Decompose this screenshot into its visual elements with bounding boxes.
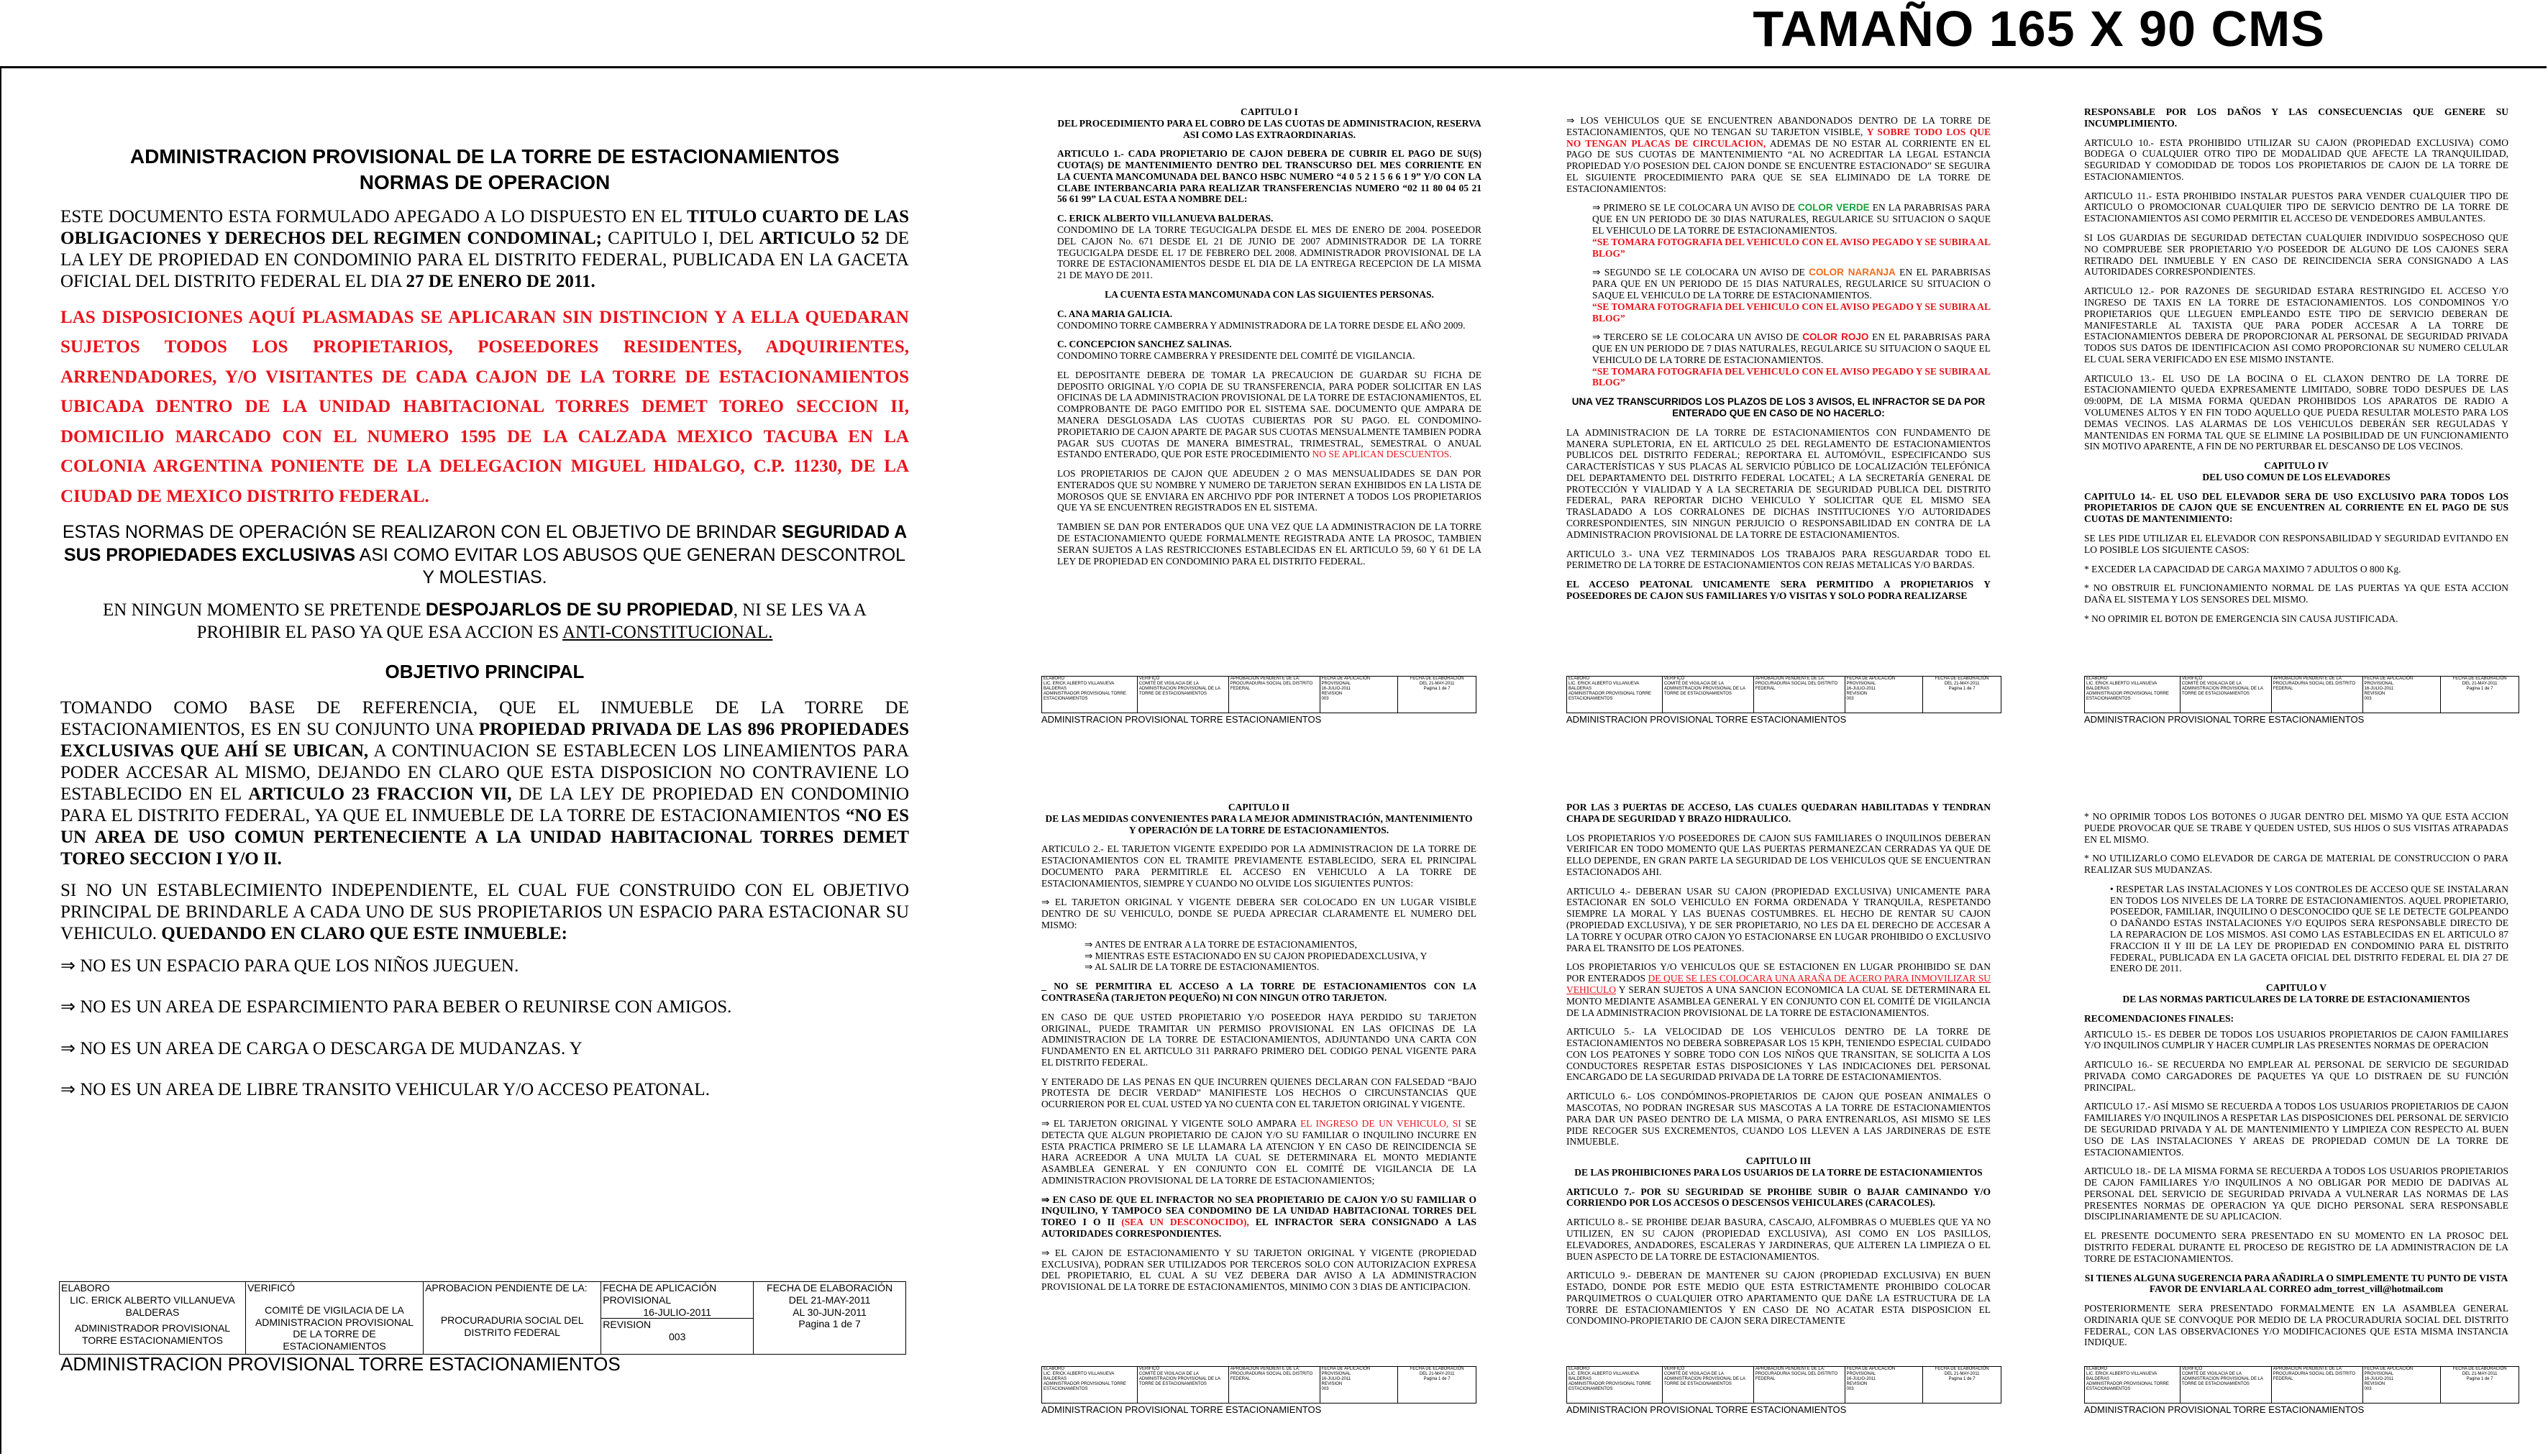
list-item: ⇒ NO ES UN ESPACIO PARA QUE LOS NIÑOS JUEGUEN. bbox=[60, 956, 519, 976]
cosigner-details: CONDOMINO TORRE CAMBERRA Y ADMINISTRADORA DE LA TORRE DESDE EL AÑO 2009. bbox=[1057, 319, 1466, 331]
article-7: ARTICULO 7.- POR SU SEGURIDAD SE PROHIBE SUBIR O BAJAR CAMINANDO Y/O CORRIENDO POR LOS ACCESOS O DESCENSOS VEHICULARES (CARACOLES). bbox=[1566, 1186, 1991, 1209]
article-3: ARTICULO 3.- UNA VEZ TERMINADOS LOS TRABAJOS PARA RESGUARDAR TODO EL PERIMETRO DE LA TORRE DE ESTACIONAMIENTOS CON REJAS METALICAS Y/O BARDAS. bbox=[1566, 548, 1991, 571]
never-paragraph: EN NINGUN MOMENTO SE PRETENDE DESPOJARLOS DE SU PROPIEDAD, NI SE LES VA A PROHIBIR EL PASO YA QUE ESA ACCION ES ANTI-CONSTITUCIONAL. bbox=[103, 600, 867, 643]
continued-paragraph: POR LAS 3 PUERTAS DE ACCESO, LAS CUALES QUEDARAN HABILITADAS Y TENDRAN CHAPA DE SEGURIDAD Y BRAZO HIDRAULICO. bbox=[1566, 802, 1991, 824]
approval-table: ELABORO LIC. ERICK ALBERTO VILLANUEVA BALDERAS ADMINISTRADOR PROVISIONAL TORRE ESTACIONAMIENTOS VERIFICÓ COMITÉ DE VIGILACIA DE LA ADMINISTRACION PROVISIONAL DE LA TORRE DE ESTACIONAMIENTOS APROBACION PENDIENTE DE LA: PROCURADURIA SOCIAL DEL DISTRITO FEDERAL FECHA DE APLICACIÓN PROVISIONAL 16-JULIO-2011 REVISION 003 FECHA DE ELABORACIÓN DEL 21-MAY-2011 Pagina 1 de 7 bbox=[1566, 676, 2001, 713]
administration-paragraph: LA ADMINISTRACION DE LA TORRE DE ESTACIONAMIENTOS CON FUNDAMENTO DE MANERA SUPLETORIA, EN EL ARTICULO 25 DEL REGLAMENTO DE ESTACIONAMIENTOS PUBLICOS DEL DISTRITO FEDERAL; REPORTARA EL AUTOMÓVIL, ESPECIFICANDO SUS CARACTERÍSTICAS Y SUS PLACAS AL SERVICIO PÚBLICO DE LOCALIZACIÓN TELEFÓNICA DEL DEPARTAMENTO DEL DISTRITO FEDERAL LOCATEL; A LA SECRETARÍA GENERAL DE PROTECCIÓN Y VIALIDAD Y A LA SECRETARIA DE SEGURIDAD PUBLICA DEL DISTRITO FEDERAL, PARA REPORTAR DICHO VEHICULO Y SOLICITAR QUE EL MISMO SEA TRASLADADO A LOS CORRALONES DE DICHAS INSTITUCIONES Y/O AUTORIDADES CORRESPONDIENTES, SIN NINGUN PERJUICIO O RESPONSABILIDAD EN CONTRA DE LA ADMINISTRACION PROVISIONAL DE LA TORRE DE ESTACIONAMIENTOS. bbox=[1566, 426, 1991, 540]
chapter-heading: CAPITULO III bbox=[1745, 1155, 1812, 1167]
disposiciones-paragraph: LAS DISPOSICIONES AQUÍ PLASMADAS SE APLICARAN SIN DISTINCION Y A ELLA QUEDARAN SUJETOS TODOS LOS PROPIETARIOS, POSEEDORES RESIDENTES, ADQUIRIENTES, ARRENDADORES, Y/O VISITANTES DE CADA CAJON DE LA TORRE DE ESTACIONAMIENTOS UBICADA DENTRO DE LA UNIDAD HABITACIONAL TORRES DEMET TOREO SECCION II, DOMICILIO MARCADO CON EL NUMERO 1595 DE LA CALZADA MEXICO TACUBA EN LA COLONIA ARGENTINA PONIENTE DE LA DELEGACION MIGUEL HIDALGO, C.P. 11230, DE LA CIUDAD DE MEXICO DISTRITO FEDERAL. bbox=[60, 307, 909, 506]
chapter-heading: CAPITULO IV bbox=[2264, 460, 2329, 472]
article-8: ARTICULO 8.- SE PROHIBE DEJAR BASURA, CASCAJO, ALFOMBRAS O MUEBLES QUE YA NO UTILIZEN, EN SU CAJON (PROPIEDAD EXCLUSIVA), ASI COMO EN LOS PASILLOS, ELEVADORES, ANDADORES, ESCALERAS Y JARDINERAS, QUE ALTEREN LA LIMPIEZA O EL BUEN ASPECTO DE LA TORRE DE ESTACIONAMIENTOS. bbox=[1566, 1217, 1991, 1262]
list-item: ⇒ ANTES DE ENTRAR A LA TORRE DE ESTACIONAMIENTOS, bbox=[1085, 938, 1357, 950]
approval-table: ELABORO LIC. ERICK ALBERTO VILLANUEVA BALDERAS ADMINISTRADOR PROVISIONAL TORRE ESTACIONAMIENTOS VERIFICÓ COMITÉ DE VIGILACIA DE LA ADMINISTRACION PROVISIONAL DE LA TORRE DE ESTACIONAMIENTOS APROBACION PENDIENTE DE LA: PROCURADURIA SOCIAL DEL DISTRITO FEDERAL FECHA DE APLICACIÓN PROVISIONAL 16-JULIO-2011 REVISION 003 FECHA DE ELABORACIÓN DEL 21-MAY-2011 Pagina 1 de 7 bbox=[1566, 1366, 2001, 1404]
size-title: TAMAÑO 165 X 90 CMS bbox=[1753, 1, 2325, 57]
page-3 bbox=[1566, 115, 1991, 674]
elaboro-cell: ELABORO LIC. ERICK ALBERTO VILLANUEVA BALDERAS ADMINISTRADOR PROVISIONAL TORRE ESTACIONAMIENTOS bbox=[60, 1282, 246, 1355]
approval-table: ELABORO LIC. ERICK ALBERTO VILLANUEVA BALDERAS ADMINISTRADOR PROVISIONAL TORRE ESTACIONAMIENTOS VERIFICÓ COMITÉ DE VIGILACIA DE LA ADMINISTRACION PROVISIONAL DE LA TORRE DE ESTACIONAMIENTOS APROBACION PENDIENTE DE LA: PROCURADURIA SOCIAL DEL DISTRITO FEDERAL FECHA DE APLICACIÓN PROVISIONAL 16-JULIO-2011 REVISION 003 FECHA DE ELABORACIÓN DEL 21-MAY-2011 Pagina 1 de 7 bbox=[1041, 676, 1476, 713]
footer-admin-line: ADMINISTRACION PROVISIONAL TORRE ESTACIONAMIENTOS bbox=[2084, 1404, 2365, 1415]
posterior-paragraph: POSTERIORMENTE SERA PRESENTADO FORMALMENTE EN LA ASAMBLEA GENERAL ORDINARIA QUE SE CONVOQUE POR MEDIO DE LA PROCURADURIA SOCIAL DEL DISTRITO FEDERAL, CON LAS OBSERVACIONES Y/O MODIFICACIONES QUE ESTA MISMA INSTANCIA INDIQUE. bbox=[2084, 1303, 2508, 1348]
list-item: ⇒ NO ES UN AREA DE LIBRE TRANSITO VEHICULAR Y/O ACCESO PEATONAL. bbox=[60, 1079, 710, 1099]
article-6: ARTICULO 6.- LOS CONDÓMINOS-PROPIETARIOS DE CAJON QUE POSEAN ANIMALES O MASCOTAS, NO PODRAN INGRESAR SUS MASCOTAS A LA TORRE DE ESTACIONAMIENTOS PARA DAR UN PASEO DENTRO DE LA MISMA, O PARA ENTRENARLOS, ASI MISMO SE LES PIDE RECOGER SUS EXCREMENTOS, CUANDO LOS LLEVEN A LAS JARDINERAS DE ESTE INMUEBLE. bbox=[1566, 1091, 1991, 1148]
chapter-14: CAPITULO 14.- EL USO DEL ELEVADOR SERA DE USO EXCLUSIVO PARA TODOS LOS PROPIETARIOS DE CAJON QUE SE ENCUENTREN AL CORRIENTE EN EL PAGO DE SUS CUOTAS DE MANTENIMIENTO: bbox=[2084, 490, 2508, 525]
cosigner-name: C. ANA MARIA GALICIA. bbox=[1057, 308, 1173, 319]
infractor-paragraph: ⇒ EN CASO DE QUE EL INFRACTOR NO SEA PROPIETARIO DE CAJON Y/O SU FAMILIAR O INQUILINO, Y TAMPOCO SEA CONDOMINO DE LA UNIDAD HABITACIONAL TORRES DEL TOREO I O II (SEA UN DESCONOCIDO), EL INFRACTOR SERA CONSIGNADO A LAS AUTORIDADES CORRESPONDIENTES. bbox=[1041, 1194, 1476, 1239]
list-item: * NO UTILIZARLO COMO ELEVADOR DE CARGA DE MATERIAL DE CONSTRUCCION O PARA REALIZAR SUS MUDANZAS. bbox=[2084, 853, 2508, 876]
footer-admin-line: ADMINISTRACION PROVISIONAL TORRE ESTACIONAMIENTOS bbox=[1566, 714, 1847, 725]
infractor-heading: UNA VEZ TRANSCURRIDOS LOS PLAZOS DE LOS 3 AVISOS, EL INFRACTOR SE DA POR ENTERADO QUE EN CASO DE NO HACERLO: bbox=[1571, 396, 1986, 418]
page-4 bbox=[2084, 106, 2508, 674]
list-item: * NO OBSTRUIR EL FUNCIONAMIENTO NORMAL DE LAS PUERTAS YA QUE ESTA ACCION DAÑA EL SISTEMA Y LOS SENSORES DEL MISMO. bbox=[2084, 582, 2508, 605]
article-17: ARTICULO 17.- ASÍ MISMO SE RECUERDA A TODOS LOS USUARIOS PROPIETARIOS DE CAJON FAMILIARES Y/O INQUILINOS A RESPETAR LAS DISPOSICIONES DEL PERSONAL DE SERVICIO DE SEGURIDAD PRIVADA Y AL DE MANTENIMIENTO Y LIMPIEZA CON RESPECTO AL BUEN USO DE LAS INSTALACIONES Y AREAS DE PROPIEDAD COMUN DE LA TORRE DE ESTACIONAMIENTOS. bbox=[2084, 1101, 2508, 1158]
article-12: ARTICULO 12.- POR RAZONES DE SEGURIDAD ESTARA RESTRINGIDO EL ACCESO Y/O INGRESO DE TAXIS EN LA TORRE DE ESTACIONAMIENTOS. LOS CONDOMINOS Y/O PROPIETARIOS QUE LLEGUEN EMPLEANDO ESTE TIPO DE SERVICIO DEBERAN DE MANIFESTARLE AL TAXISTA QUE PARA PODER ACCESAR A LA TORRE DE ESTACIONAMIENTOS DEBERA DE PROPORCIONAR AL PERSONAL DE SEGURIDAD PRIVADA TODOS SUS DATOS DE IDENTIFICACION ASI COMO PROPORCIONAR SU NUMERO CELULAR EL CUAL SERA VERIFICADO EN ESE MISMO INSTANTE. bbox=[2084, 285, 2508, 365]
list-item: ⇒ AL SALIR DE LA TORRE DE ESTACIONAMIENTOS. bbox=[1085, 961, 1320, 973]
pedestrian-access-paragraph: EL ACCESO PEATONAL UNICAMENTE SERA PERMITIDO A PROPIETARIOS Y POSEEDORES DE CAJON SUS FAMILIARES Y/O VISITAS Y SOLO PODRA REALIZARSE bbox=[1566, 579, 1991, 601]
page-6 bbox=[1566, 802, 1991, 1364]
chapter-subheading: DEL PROCEDIMIENTO PARA EL COBRO DE LAS CUOTAS DE ADMINISTRACION, RESERVA ASI COMO LAS EXTRAORDINARIAS. bbox=[1057, 117, 1481, 140]
document-paragraph: EL PRESENTE DOCUMENTO SERA PRESENTADO EN SU MOMENTO EN LA PROSOC DEL DISTRITO FEDERAL DURANTE EL PROCESO DE REGISTRO DE LA ADMINISTRACION DE LA TORRE DE ESTACIONAMIENTOS. bbox=[2084, 1230, 2508, 1264]
lost-tarjeton-paragraph: EN CASO DE QUE USTED PROPIETARIO Y/O POSEEDOR HAYA PERDIDO SU TARJETON ORIGINAL, PUEDE TRAMITAR UN PERMISO PROVISIONAL EN LAS OFICINAS DE LA ADMINISTRACION DE LA TORRE DE ESTACIONAMIENTOS, ADJUNTANDO UNA CARTA CON FUNDAMENTO EN EL ARTICULO 311 PARRAFO PRIMERO DEL CODIGO PENAL VIGENTE PARA EL DISTRITO FEDERAL. bbox=[1041, 1011, 1476, 1068]
false-declaration-paragraph: Y ENTERADO DE LAS PENAS EN QUE INCURREN QUIENES DECLARAN CON FALSEDAD “BAJO PROTESTA DE DECIR VERDAD” MANIFIESTE LOS HECHOS O CIRCUNSTANCIAS QUE OCURRIERON POR EL CUAL USTED YA NO CUENTA CON EL TARJETON ORIGINAL Y VIGENTE. bbox=[1041, 1076, 1476, 1110]
approval-table bbox=[59, 1281, 906, 1355]
fecha-aplicacion-cell: FECHA DE APLICACIÓN PROVISIONAL 16-JULIO-2011 REVISION 003 bbox=[601, 1282, 754, 1355]
cosigner-details: CONDOMINO TORRE CAMBERRA Y PRESIDENTE DEL COMITÉ DE VIGILANCIA. bbox=[1057, 350, 1415, 362]
page-subtitle: NORMAS DE OPERACION bbox=[359, 171, 611, 194]
chapter-subheading: DE LAS NORMAS PARTICULARES DE LA TORRE DE ESTACIONAMIENTOS bbox=[2122, 993, 2470, 1004]
elevator-use-paragraph: SE LES PIDE UTILIZAR EL ELEVADOR CON RESPONSABILIDAD Y SEGURIDAD EVITANDO EN LO POSIBLE LOS SIGUIENTE CASOS: bbox=[2084, 533, 2508, 555]
purpose-paragraph: ESTAS NORMAS DE OPERACIÓN SE REALIZARON CON EL OBJETIVO DE BRINDAR SEGURIDAD A SUS PROPIEDADES EXCLUSIVAS ASI COMO EVITAR LOS ABUSOS QUE GENERAN DESCONTROL Y MOLESTIAS. bbox=[62, 522, 908, 587]
article-15: ARTICULO 15.- ES DEBER DE TODOS LOS USUARIOS PROPIETARIOS DE CAJON FAMILIARES Y/O INQUILINOS CUMPLIR Y HACER CUMPLIR LAS PRESENTES NORMAS DE OPERACION bbox=[2084, 1028, 2508, 1051]
spider-lock-paragraph: LOS PROPIETARIOS Y/O VEHICULOS QUE SE ESTACIONEN EN LUGAR PROHIBIDO SE DAN POR ENTERADOS DE QUE SE LES COLOCARA UNA ARAÑA DE ACERO PARA INMOVILIZAR SU VEHICULO Y SERAN SUJETOS A UNA SANCION ECONOMICA LA CUAL SE DETERMINARA EL MONTO MEDIANTE ASAMBLEA GENERAL Y EN CONJUNTO CON EL COMITÉ DE VIGILANCIA DE LA ADMINISTRACION PROVISIONAL DE LA TORRE DE ESTACIONAMIENTOS. bbox=[1566, 961, 1991, 1018]
single-vehicle-paragraph: ⇒ EL TARJETON ORIGINAL Y VIGENTE SOLO AMPARA EL INGRESO DE UN VEHICULO, SI SE DETECTA QUE ALGUN PROPIETARIO DE CAJON Y/O SU FAMILIAR O INQUILINO INCURRE EN ESTA PRACTICA PRIMERO SE LE LLAMARA LA ATENCION Y EN CASO DE REINCIDENCIA SE HARA ACREEDOR A UNA MULTA LA CUAL SE DETERMINARA EL MONTO MEDIANTE ASAMBLEA GENERAL Y EN CONJUNTO CON EL COMITÉ DE VIGILANCIA DE LA ADMINISTRACION PROVISIONAL DE LA TORRE DE ESTACIONAMIENTOS; bbox=[1041, 1117, 1476, 1186]
installations-paragraph: • RESPETAR LAS INSTALACIONES Y LOS CONTROLES DE ACCESO QUE SE INSTALARAN EN TODOS LOS NIVELES DE LA TORRE DE ESTACIONAMIENTOS. AQUEL PROPIETARIO, POSEEDOR, FAMILIAR, INQUILINO O DESCONOCIDO QUE SE LE DETECTE GOLPEANDO O DAÑANDO ESTAS INSTALACIONES Y/O EQUIPOS SERA RESPONSABLE DIRECTO DE LA REPARACION DE LOS MISMOS. ASI COMO LAS ESTABLECIDAS EN EL ARTICULO 87 FRACCION II Y III DE LA LEY DE PROPIEDAD EN CONDOMINIO PARA EL DISTRITO FEDERAL, PUBLICADA EN LA GACETA OFICIAL DEL DISTRITO FEDERAL EL DIA 27 DE ENERO DE 2011. bbox=[2110, 883, 2508, 974]
prosoc-paragraph: TAMBIEN SE DAN POR ENTERADOS QUE UNA VEZ QUE LA ADMINISTRACION DE LA TORRE DE ESTACIONAMIENTO QUEDE FORMALMENTE REGISTRADA ANTE LA PROSOC, TAMBIEN SERAN SUJETOS A LAS RESTRICCIONES ESTABLECIDAS EN EL ARTICULO 59, 60 Y 61 DE LA LEY DE PROPIEDAD EN CONDOMINIO PARA EL DISTRITO FEDERAL. bbox=[1057, 521, 1481, 567]
article-18: ARTICULO 18.- DE LA MISMA FORMA SE RECUERDA A TODOS LOS USUARIOS PROPIETARIOS DE CAJON FAMILIARES Y/O INQUILINOS A NO OBLIGAR POR MEDIO DE DADIVAS AL PERSONAL DEL SERVICIO DE SEGURIDAD PRIVADA A VULNERAR LAS NORMAS DE LAS PRESENTES NORMAS DE OPERACION YA QUE DICHO PERSONAL SERA RESPONSABLE DISCIPLINARIAMENTE DE SU APLICACION. bbox=[2084, 1166, 2508, 1222]
account-holder-details: CONDOMINO DE LA TORRE TEGUCIGALPA DESDE EL MES DE ENERO DE 2004. POSEEDOR DEL CAJON No. 671 DESDE EL 21 DE JUNIO DE 2007 ADMINISTRADOR DE LA TORRE TEGUCIGALPA DESDE EL 17 DE FEBRERO DEL 2008. ADMINISTRADOR PROVISIONAL DE LA TORRE DE ESTACIONAMIENTOS DESDE EL DIA DE LA ENTREGA RECEPCION DE LA MISMA 21 DE MAYO DE 2011. bbox=[1057, 224, 1481, 281]
cosigner-name: C. CONCEPCION SANCHEZ SALINAS. bbox=[1057, 339, 1232, 350]
approval-table: ELABORO LIC. ERICK ALBERTO VILLANUEVA BALDERAS ADMINISTRADOR PROVISIONAL TORRE ESTACIONAMIENTOS VERIFICÓ COMITÉ DE VIGILACIA DE LA ADMINISTRACION PROVISIONAL DE LA TORRE DE ESTACIONAMIENTOS APROBACION PENDIENTE DE LA: PROCURADURIA SOCIAL DEL DISTRITO FEDERAL FECHA DE APLICACIÓN PROVISIONAL 16-JULIO-2011 REVISION 003 FECHA DE ELABORACIÓN DEL 21-MAY-2011 Pagina 1 de 7 bbox=[1041, 1366, 1476, 1404]
chapter-subheading: DEL USO COMUN DE LOS ELEVADORES bbox=[2202, 471, 2391, 482]
list-item: ⇒ NO ES UN AREA DE ESPARCIMIENTO PARA BEBER O REUNIRSE CON AMIGOS. bbox=[60, 997, 732, 1017]
fecha-elaboracion-cell: FECHA DE ELABORACIÓN DEL 21-MAY-2011 AL 30-JUN-2011 Pagina 1 de 7 bbox=[754, 1282, 906, 1355]
footer-admin-line: ADMINISTRACION PROVISIONAL TORRE ESTACIONAMIENTOS bbox=[1041, 1404, 1322, 1415]
doors-paragraph: LOS PROPIETARIOS Y/O POSEEDORES DE CAJON SUS FAMILIARES O INQUILINOS DEBERAN VERIFICAR EN TODO MOMENTO QUE LAS PUERTAS PERMANEZCAN CERRADAS YA QUE DE ELLO DEPENDE, EN GRAN PARTE LA SEGURIDAD DE LOS VEHICULOS QUE SE ENCUENTRAN ESTACIONADOS AHI. bbox=[1566, 832, 1991, 877]
tarjeton-paragraph: ⇒ EL TARJETON ORIGINAL Y VIGENTE DEBERA SER COLOCADO EN UN LUGAR VISIBLE DENTRO DE SU VEHICULO, DONDE SE PUEDA APRECIAR CLARAMENTE EL NUMERO DEL MISMO: bbox=[1041, 897, 1476, 931]
debtors-paragraph: LOS PROPIETARIOS DE CAJON QUE ADEUDEN 2 O MAS MENSUALIDADES SE DAN POR ENTERADOS QUE SU NOMBRE Y NUMERO DE TARJETON SERAN EXHIBIDOS EN LA LISTA DE MOROSOS QUE SE ENVIARA EN ARCHIVO PDF POR INTERNET A TODOS LOS PROPIETARIOS QUE YA SE ENCUENTREN REGISTRADOS EN EL SISTEMA. bbox=[1057, 468, 1481, 513]
list-item: * NO OPRIMIR EL BOTON DE EMERGENCIA SIN CAUSA JUSTIFICADA. bbox=[2084, 613, 2398, 624]
continued-paragraph: RESPONSABLE POR LOS DAÑOS Y LAS CONSECUENCIAS QUE GENERE SU INCUMPLIMIENTO. bbox=[2084, 106, 2508, 129]
article-2: ARTICULO 2.- EL TARJETON VIGENTE EXPEDIDO POR LA ADMINISTRACION DE LA TORRE DE ESTACIONAMIENTOS CON EL TRAMITE PREVIAMENTE ESTABLECIDO, SERA EL PRINCIPAL DOCUMENTO PARA PERMITIRLE EL ACCESO EN VEHICULO A LA TORRE DE ESTACIONAMIENTOS, SIEMPRE Y CUANDO NO OLVIDE LOS SIGUIENTES PUNTOS: bbox=[1041, 843, 1476, 889]
page-5 bbox=[1041, 802, 1476, 1364]
footer-admin-line: ADMINISTRACION PROVISIONAL TORRE ESTACIONAMIENTOS bbox=[2084, 714, 2365, 725]
deposit-paragraph: EL DEPOSITANTE DEBERA DE TOMAR LA PRECAUCION DE GUARDAR SU FICHA DE DEPOSITO ORIGINAL Y/O COPIA DE SU TRANSFERENCIA, PARA PODER SOLICITAR EN LAS OFICINAS DE LA ADMINISTRACION PROVISIONAL DE LA TORRE DE ESTACIONAMIENTOS, EL COMPROBANTE DE PAGO EMITIDO POR EL SISTEMA SAE. DOCUMENTO QUE AMPARA DE MANERA DESGLOSADA LAS CUOTAS CUBIERTAS POR SU PAGO. EL CONDOMINO-PROPIETARIO DE CAJON APARTE DE PAGAR SUS CUOTAS MENSUALMENTE TAMBIEN PODRA PAGAR SUS CUOTAS DE MANERA BIMESTRAL, TRIMESTRAL, SEMESTRAL O ANUAL ESTANDO ENTERADO, QUE POR ESTE PROCEDIMIENTO NO SE APLICAN DESCUENTOS. bbox=[1057, 369, 1481, 460]
third-party-paragraph: ⇒ EL CAJON DE ESTACIONAMIENTO Y SU TARJETON ORIGINAL Y VIGENTE (PROPIEDAD EXCLUSIVA), PODRAN SER UTILIZADOS POR TERCEROS SOLO CON AUTORIZACION EXPRESA DEL PROPIETARIO, EL CUAL A SU VEZ DEBERA DAR AVISO A LA ADMINISTRACION PROVISIONAL DE LA TORRE DE ESTACIONAMIENTOS, MINIMO CON 3 DIAS DE ANTICIPACION. bbox=[1041, 1247, 1476, 1293]
article-5: ARTICULO 5.- LA VELOCIDAD DE LOS VEHICULOS DENTRO DE LA TORRE DE ESTACIONAMIENTOS NO DEBERA SOBREPASAR LOS 15 KPH, TENIENDO ESPECIAL CUIDADO CON LOS PEATONES Y SOBRE TODO CON LOS NIÑOS QUE TRANSITAN, SE SOLICITA A LOS CONDUCTORES RESPETAR ESTAS DISPOSICIONES Y LAS INDICACIONES DEL PERSONAL ENCARGADO DE LA SEGURIDAD PRIVADA DE LA TORRE DE ESTACIONAMIENTOS. bbox=[1566, 1026, 1991, 1083]
account-note: LA CUENTA ESTA MANCOMUNADA CON LAS SIGUIENTES PERSONAS. bbox=[1105, 288, 1434, 300]
abandoned-vehicles-paragraph: ⇒ LOS VEHICULOS QUE SE ENCUENTREN ABANDONADOS DENTRO DE LA TORRE DE ESTACIONAMIENTOS, QUE NO TENGAN SU TARJETON VISIBLE, Y SOBRE TODO LOS QUE NO TENGAN PLACAS DE CIRCULACION, ADEMAS DE NO ESTAR AL CORRIENTE EN EL PAGO DE SUS CUOTAS DE MANTENIMIENTO “AL NO ACREDITAR LA LEGAL ESTANCIA PROPIEDAD Y/O POSESION DEL CAJON DONDE SE ENCUENTRE ESTACIONADO” SE SEGUIRA EL SIGUIENTE PROCEDIMIENTO PARA QUE SE SEA ELIMINADO DE LA TORRE DE ESTACIONAMIENTOS: bbox=[1566, 115, 1991, 194]
chapter-heading: CAPITULO V bbox=[2265, 982, 2327, 994]
footer-admin-line: ADMINISTRACION PROVISIONAL TORRE ESTACIONAMIENTOS bbox=[1566, 1404, 1847, 1415]
aprobacion-cell: APROBACION PENDIENTE DE LA: PROCURADURIA SOCIAL DEL DISTRITO FEDERAL bbox=[424, 1282, 601, 1355]
article-1: ARTICULO 1.- CADA PROPIETARIO DE CAJON DEBERA DE CUBRIR EL PAGO DE SU(S) CUOTA(S) DE MANTENIMIENTO DENTRO DEL TRANSCURSO DEL MES CORRIENTE EN LA CUENTA MANCOMUNADA DEL BANCO HSBC NUMERO “4 0 5 2 1 5 6 6 1 9” Y/O CON LA CLABE INTERBANCARIA PARA REALIZAR TRANSFERENCIAS NUMERO “02 11 80 04 05 21 56 61 99” LA CUAL ESTA A NOMBRE DEL: bbox=[1057, 148, 1481, 205]
independent-paragraph: SI NO UN ESTABLECIMIENTO INDEPENDIENTE, EL CUAL FUE CONSTRUIDO CON EL OBJETIVO PRINCIPAL DE BRINDARLE A CADA UNO DE SUS PROPIETARIOS UN ESPACIO PARA ESTACIONAR SU VEHICULO. QUEDANDO EN CLARO QUE ESTE INMUEBLE: bbox=[60, 881, 909, 944]
approval-table: ELABORO LIC. ERICK ALBERTO VILLANUEVA BALDERAS ADMINISTRADOR PROVISIONAL TORRE ESTACIONAMIENTOS VERIFICÓ COMITÉ DE VIGILACIA DE LA ADMINISTRACION PROVISIONAL DE LA TORRE DE ESTACIONAMIENTOS APROBACION PENDIENTE DE LA: PROCURADURIA SOCIAL DEL DISTRITO FEDERAL FECHA DE APLICACIÓN PROVISIONAL 16-JULIO-2011 REVISION 003 FECHA DE ELABORACIÓN DEL 21-MAY-2011 Pagina 1 de 7 bbox=[2084, 676, 2519, 713]
list-item: ⇒ MIENTRAS ESTE ESTACIONADO EN SU CAJON PROPIEDADEXCLUSIVA, Y bbox=[1085, 950, 1428, 961]
objective-paragraph: TOMANDO COMO BASE DE REFERENCIA, QUE EL INMUEBLE DE LA TORRE DE ESTACIONAMIENTOS, ES EN SU CONJUNTO UNA PROPIEDAD PRIVADA DE LAS 896 PROPIEDADES EXCLUSIVAS QUE AHÍ SE UBICAN, A CONTINUACION SE ESTABLECEN LOS LINEAMIENTOS PARA PODER ACCESAR AL MISMO, DEJANDO EN CLARO QUE ESTA DISPOSICION NO CONTRAVIENE LO ESTABLECIDO EN EL ARTICULO 23 FRACCION VII, DE LA LEY DE PROPIEDAD EN CONDOMINIO PARA EL DISTRITO FEDERAL, YA QUE EL INMUEBLE DE LA TORRE DE ESTACIONAMIENTOS “NO ES UN AREA DE USO COMUN PERTENECIENTE A LA UNIDAD HABITACIONAL TORRES DEMET TOREO SECCION I Y/O II. bbox=[60, 698, 909, 869]
second-notice: ⇒ SEGUNDO SE LE COLOCARA UN AVISO DE COLOR NARANJA EN EL PARABRISAS PARA QUE EN UN PERIODO DE 15 DIAS NATURALES, REGULARICE SU SITUACION O SAQUE EL VEHICULO DE LA TORRE DE ESTACIONAMIENTOS. “SE TOMARA FOTOGRAFIA DEL VEHICULO CON EL AVISO PEGADO Y SE SUBIRA AL BLOG” bbox=[1592, 267, 1991, 324]
article-13: ARTICULO 13.- EL USO DE LA BOCINA O EL CLAXON DENTRO DE LA TORRE DE ESTACIONAMIENTO QUEDA EXPRESAMENTE LIMITADO, SOBRE TODO DESPUES DE LAS 09:00PM, DE LA MISMA FORMA QUEDAN PROHIBIDOS LOS APARATOS DE RADIO A VOLUMENES ALTOS Y EN FIN TODO AQUELLO QUE PUEDA RESULTAR MOLESTO PARA LOS DEMAS VECINOS. LAS ALARMAS DE LOS VEHICULOS DEBERÁN SER REGULADAS Y MANTENIDAS EN FORMA TAL QUE SE ELIMINE LA POSIBILIDAD DE UN FUNCIONAMIENTO SIN MOTIVO APARENTE, A FIN DE NO PERTURBAR EL DESCANSO DE LOS VECINOS. bbox=[2084, 372, 2508, 452]
list-item: * NO OPRIMIR TODOS LOS BOTONES O JUGAR DENTRO DEL MISMO YA QUE ESTA ACCION PUEDE PROVOCAR QUE SE TRABE Y QUEDEN USTED, SUS HIJOS O SUS VISITAS ATRAPADAS EN EL MISMO. bbox=[2084, 811, 2508, 845]
final-recommendations-heading: RECOMENDACIONES FINALES: bbox=[2084, 1012, 2234, 1024]
chapter-subheading: DE LAS MEDIDAS CONVENIENTES PARA LA MEJOR ADMINISTRACIÓN, MANTENIMIENTO Y OPERACIÓN DE LA TORRE DE ESTACIONAMIENTOS. bbox=[1045, 812, 1473, 835]
article-11: ARTICULO 11.- ESTA PROHIBIDO INSTALAR PUESTOS PARA VENDER CUALQUIER TIPO DE ARTICULO O PROMOCIONAR CUALQUIER TIPO DE SERVICIO DENTRO DE LA TORRE DE ESTACIONAMIENTOS ASI COMO PERMITIR EL ACCESO DE VENDEDORES AMBULANTES. bbox=[2084, 190, 2508, 224]
list-item: ⇒ NO ES UN AREA DE CARGA O DESCARGA DE MUDANZAS. Y bbox=[60, 1038, 583, 1058]
chapter-heading: CAPITULO II bbox=[1228, 802, 1290, 812]
account-holder-name: C. ERICK ALBERTO VILLANUEVA BALDERAS. bbox=[1057, 213, 1274, 224]
objective-heading: OBJETIVO PRINCIPAL bbox=[385, 660, 585, 682]
verifico-cell: VERIFICÓ COMITÉ DE VIGILACIA DE LA ADMINISTRACION PROVISIONAL DE LA TORRE DE ESTACIONAMIENTOS bbox=[245, 1282, 423, 1355]
page-7 bbox=[2084, 811, 2508, 1365]
article-16: ARTICULO 16.- SE RECUERDA NO EMPLEAR AL PERSONAL DE SERVICIO DE SEGURIDAD PRIVADA COMO CARGADORES DE PAQUETES YA QUE LO DISTRAEN DE SU FUNCIÓN PRINCIPAL. bbox=[2084, 1059, 2508, 1093]
page-1 bbox=[60, 144, 909, 1120]
first-notice: ⇒ PRIMERO SE LE COLOCARA UN AVISO DE COLOR VERDE EN LA PARABRISAS PARA QUE EN UN PERIODO DE 30 DIAS NATURALES, REGULARICE SU SITUACION O SAQUE EL VEHICULO DE LA TORRE DE ESTACIONAMIENTOS. “SE TOMARA FOTOGRAFIA DEL VEHICULO CON EL AVISO PEGADO Y SE SUBIRA AL BLOG” bbox=[1592, 202, 1991, 259]
footer-admin-line: ADMINISTRACION PROVISIONAL TORRE ESTACIONAMIENTOS bbox=[60, 1353, 621, 1375]
chapter-subheading: DE LAS PROHIBICIONES PARA LOS USUARIOS DE LA TORRE DE ESTACIONAMIENTOS bbox=[1574, 1166, 1983, 1178]
security-guards-paragraph: SI LOS GUARDIAS DE SEGURIDAD DETECTAN CUALQUIER INDIVIDUO SOSPECHOSO QUE NO COMPRUEBE SER PROPIETARIO Y/O POSEEDOR DE ALGUNO DE LOS CAJONES SERA RETIRADO DEL INMUEBLE Y EN CASO DE REINCIDENCIA SERA CONSIGNADO A LAS AUTORIDADES CORRESPONDIENTES. bbox=[2084, 232, 2508, 278]
intro-paragraph: ESTE DOCUMENTO ESTA FORMULADO APEGADO A LO DISPUESTO EN EL TITULO CUARTO DE LAS OBLIGACIONES Y DERECHOS DEL REGIMEN CONDOMINAL; CAPITULO I, DEL ARTICULO 52 DE LA LEY DE PROPIEDAD EN CONDOMINIO PARA EL DISTRITO FEDERAL, PUBLICADA EN LA GACETA OFICIAL DEL DISTRITO FEDERAL EL DIA 27 DE ENERO DE 2011. bbox=[60, 206, 909, 291]
access-restriction-paragraph: _ NO SE PERMITIRA EL ACCESO A LA TORRE DE ESTACIONAMIENTOS CON LA CONTRASEÑA (TARJETON PEQUEÑO) NI CON NINGUN OTRO TARJETON. bbox=[1041, 981, 1476, 1003]
page-2 bbox=[1057, 106, 1481, 674]
footer-admin-line: ADMINISTRACION PROVISIONAL TORRE ESTACIONAMIENTOS bbox=[1041, 714, 1322, 725]
approval-table: ELABORO LIC. ERICK ALBERTO VILLANUEVA BALDERAS ADMINISTRADOR PROVISIONAL TORRE ESTACIONAMIENTOS VERIFICÓ COMITÉ DE VIGILACIA DE LA ADMINISTRACION PROVISIONAL DE LA TORRE DE ESTACIONAMIENTOS APROBACION PENDIENTE DE LA: PROCURADURIA SOCIAL DEL DISTRITO FEDERAL FECHA DE APLICACIÓN PROVISIONAL 16-JULIO-2011 REVISION 003 FECHA DE ELABORACIÓN DEL 21-MAY-2011 Pagina 1 de 7 bbox=[2084, 1366, 2519, 1404]
chapter-heading: CAPITULO I bbox=[1241, 106, 1298, 117]
suggestion-paragraph: SI TIENES ALGUNA SUGERENCIA PARA AÑADIRLA O SIMPLEMENTE TU PUNTO DE VISTA FAVOR DE ENVIARLA AL CORREO adm_torrest_vill@hotmail.com bbox=[2084, 1272, 2508, 1295]
article-10: ARTICULO 10.- ESTA PROHIBIDO UTILIZAR SU CAJON (PROPIEDAD EXCLUSIVA) COMO BODEGA O CUALQUIER OTRO TIPO DE MODALIDAD QUE AFECTE LA TRANQUILIDAD, SEGURIDAD Y COMODIDAD DE TODOS LOS PROPIETARIOS DE CAJON DE LA TORRE DE ESTACIONAMIENTOS. bbox=[2084, 137, 2508, 182]
list-item: * EXCEDER LA CAPACIDAD DE CARGA MAXIMO 7 ADULTOS O 800 Kg. bbox=[2084, 563, 2401, 574]
article-4: ARTICULO 4.- DEBERAN USAR SU CAJON (PROPIEDAD EXCLUSIVA) UNICAMENTE PARA ESTACIONAR EN SOLO VEHICULO EN FORMA ORDENADA Y TRANQUILA, RESPETANDO SIEMPRE LA MORAL Y LAS BUENAS COSTUMBRES. EL HECHO DE RENTAR SU CAJON (PROPIEDAD EXCLUSIVA), Y DE SER PROPIETARIO, NO LES DA EL DERECHO DE ACCESAR A LA TORRE Y OCUPAR OTRO CAJON YO ESTACIONARSE EN LUGAR PROHIBIDO O EXCLUSIVO PARA EL TRANSITO DE LOS PEATONES. bbox=[1566, 885, 1991, 953]
page-title: ADMINISTRACION PROVISIONAL DE LA TORRE DE ESTACIONAMIENTOS bbox=[129, 145, 840, 168]
article-9: ARTICULO 9.- DEBERAN DE MANTENER SU CAJON (PROPIEDAD EXCLUSIVA) EN BUEN ESTADO, DONDE POR ESTE MEDIO QUE ESTA ESTRICTAMENTE PROHIBIDO COLOCAR PARQUIMETROS O CUALQUIER OTRO APARTAMENTO QUE DAÑE LA ESTRUCTURA DE LA TORRE DE ESTACIONAMIENTOS Y EN CASO DE NO ACATAR ESTA DISPOSICION EL CONDOMINO-PROPIETARIO DE CAJON SERA DIRECTAMENTE bbox=[1566, 1270, 1991, 1327]
third-notice: ⇒ TERCERO SE LE COLOCARA UN AVISO DE COLOR ROJO EN EL PARABRISAS PARA QUE EN UN PERIODO DE 7 DIAS NATURALES, REGULARICE SU SITUACION O SAQUE EL VEHICULO DE LA TORRE DE ESTACIONAMIENTOS. “SE TOMARA FOTOGRAFIA DEL VEHICULO CON EL AVISO PEGADO Y SE SUBIRA AL BLOG” bbox=[1592, 331, 1991, 388]
